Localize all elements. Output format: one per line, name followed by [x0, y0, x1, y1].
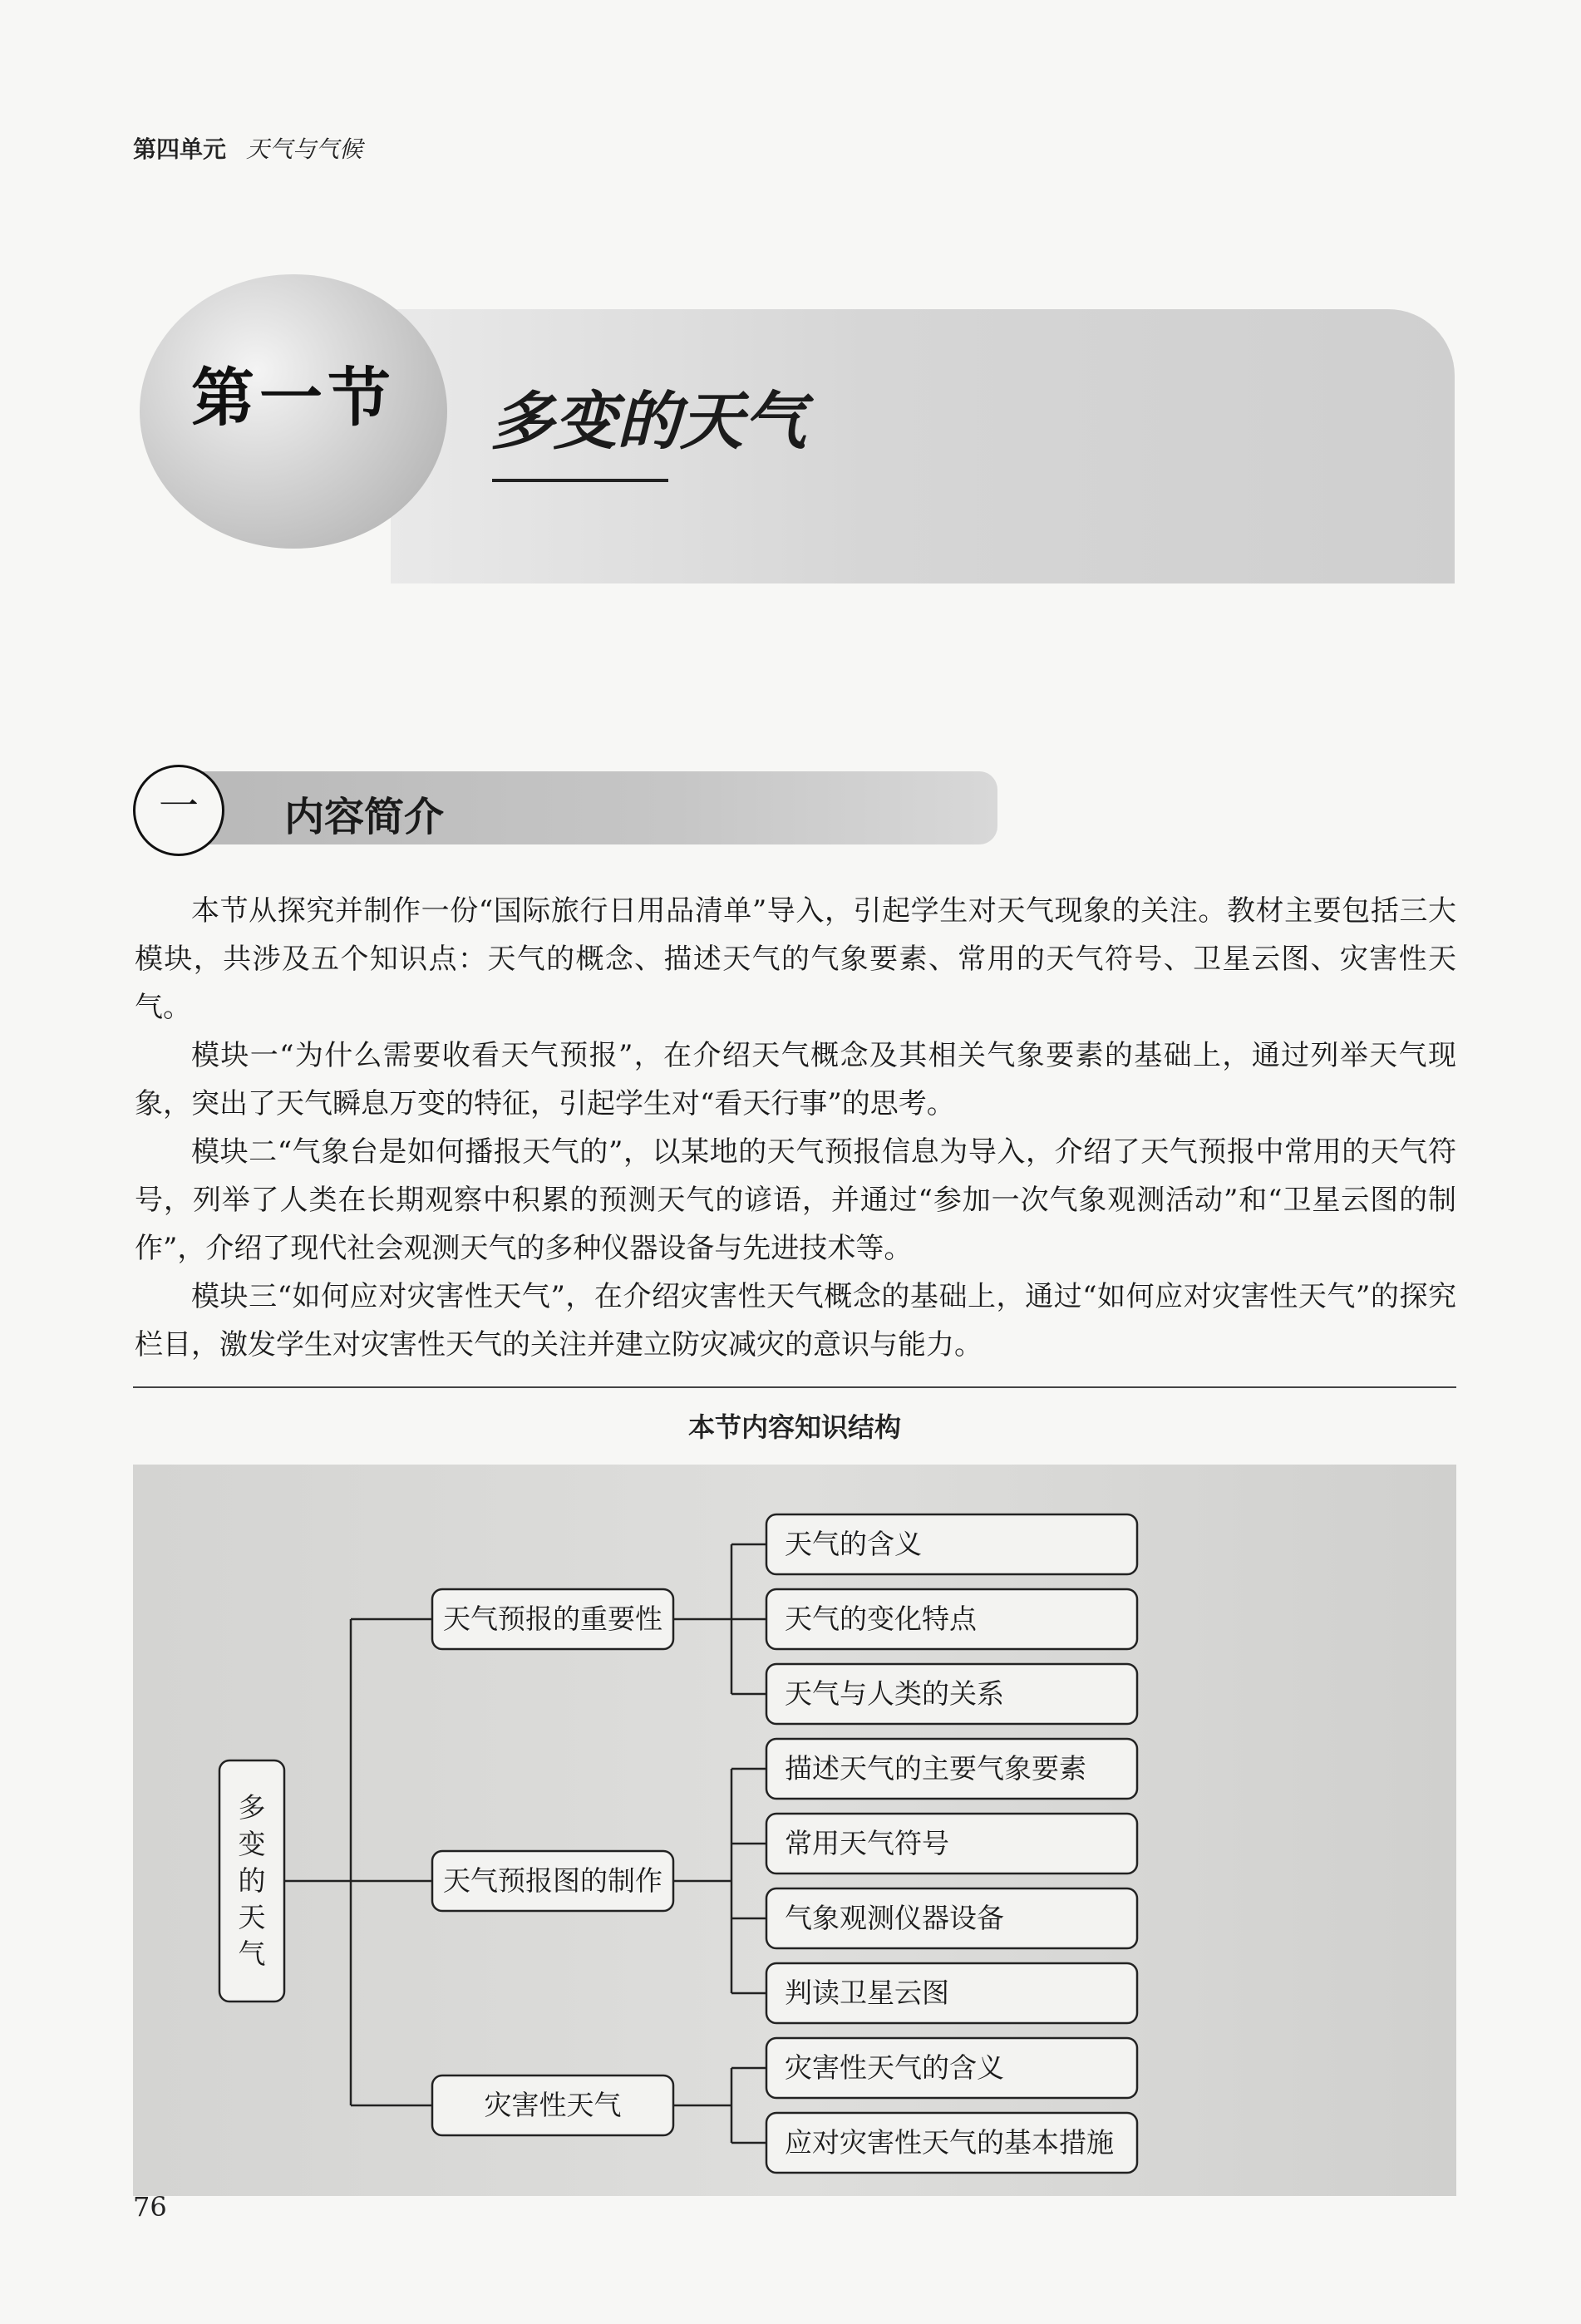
- section-title: 多变的天气: [490, 384, 806, 458]
- leaf-node-label: 天气的变化特点: [785, 1603, 977, 1635]
- leaf-node-label: 天气的含义: [785, 1528, 922, 1560]
- root-node-char: 天: [238, 1901, 266, 1933]
- leaf-node-label: 天气与人类的关系: [785, 1677, 1004, 1710]
- branch-node-label: 天气预报图的制作: [443, 1864, 662, 1897]
- paragraph-module-1: 模块一“为什么需要收看天气预报”，在介绍天气概念及其相关气象要素的基础上，通过列举天气现象，突出了天气瞬息万变的特征，引起学生对“看天行事”的思考。: [135, 1039, 1456, 1120]
- section-divider: [133, 1386, 1456, 1388]
- intro-heading: 内容简介: [284, 794, 445, 840]
- leaf-node-label: 描述天气的主要气象要素: [785, 1752, 1086, 1785]
- title-underline: [492, 479, 668, 482]
- page-number: 76: [133, 2191, 167, 2223]
- root-node-char: 变: [238, 1828, 266, 1860]
- intro-body: [135, 887, 1456, 1369]
- knowledge-structure-diagram: [133, 1465, 1456, 2196]
- unit-topic: 天气与气候: [246, 135, 363, 163]
- knowledge-structure-title: 本节内容知识结构: [687, 1411, 901, 1443]
- unit-label: 第四单元: [133, 135, 227, 163]
- root-node-char: 气: [238, 1937, 266, 1970]
- paragraph-module-2: 模块二“气象台是如何播报天气的”，以某地的天气预报信息为导入，介绍了天气预报中常用的天气符号，列举了人类在长期观察中积累的预测天气的谚语，并通过“参加一次气象观测活动”和“卫星云图的制作”，介绍了现代社会观测天气的多种仪器设备与先进技术等。: [135, 1135, 1456, 1265]
- branch-node-label: 灾害性天气: [484, 2089, 622, 2121]
- leaf-node-label: 判读卫星云图: [785, 1977, 949, 2009]
- leaf-node-label: 灾害性天气的含义: [785, 2051, 1004, 2084]
- running-header: [133, 131, 362, 165]
- root-node-char: 多: [238, 1791, 266, 1824]
- leaf-node-label: 常用天气符号: [785, 1827, 949, 1859]
- leaf-node-label: 应对灾害性天气的基本措施: [785, 2126, 1114, 2159]
- branch-node-label: 天气预报的重要性: [443, 1603, 662, 1635]
- intro-number: 一: [158, 783, 199, 830]
- root-node-char: 的: [238, 1864, 266, 1897]
- section-label: 第一节: [191, 361, 396, 435]
- leaf-node-label: 气象观测仪器设备: [785, 1902, 1004, 1934]
- paragraph-module-3: 模块三“如何应对灾害性天气”，在介绍灾害性天气概念的基础上，通过“如何应对灾害性天气”的探究栏目，激发学生对灾害性天气的关注并建立防灾减灾的意识与能力。: [135, 1280, 1456, 1361]
- paragraph-overview: 本节从探究并制作一份“国际旅行日用品清单”导入，引起学生对天气现象的关注。教材主要包括三大模块，共涉及五个知识点：天气的概念、描述天气的气象要素、常用的天气符号、卫星云图、灾害性天气。: [135, 894, 1456, 1024]
